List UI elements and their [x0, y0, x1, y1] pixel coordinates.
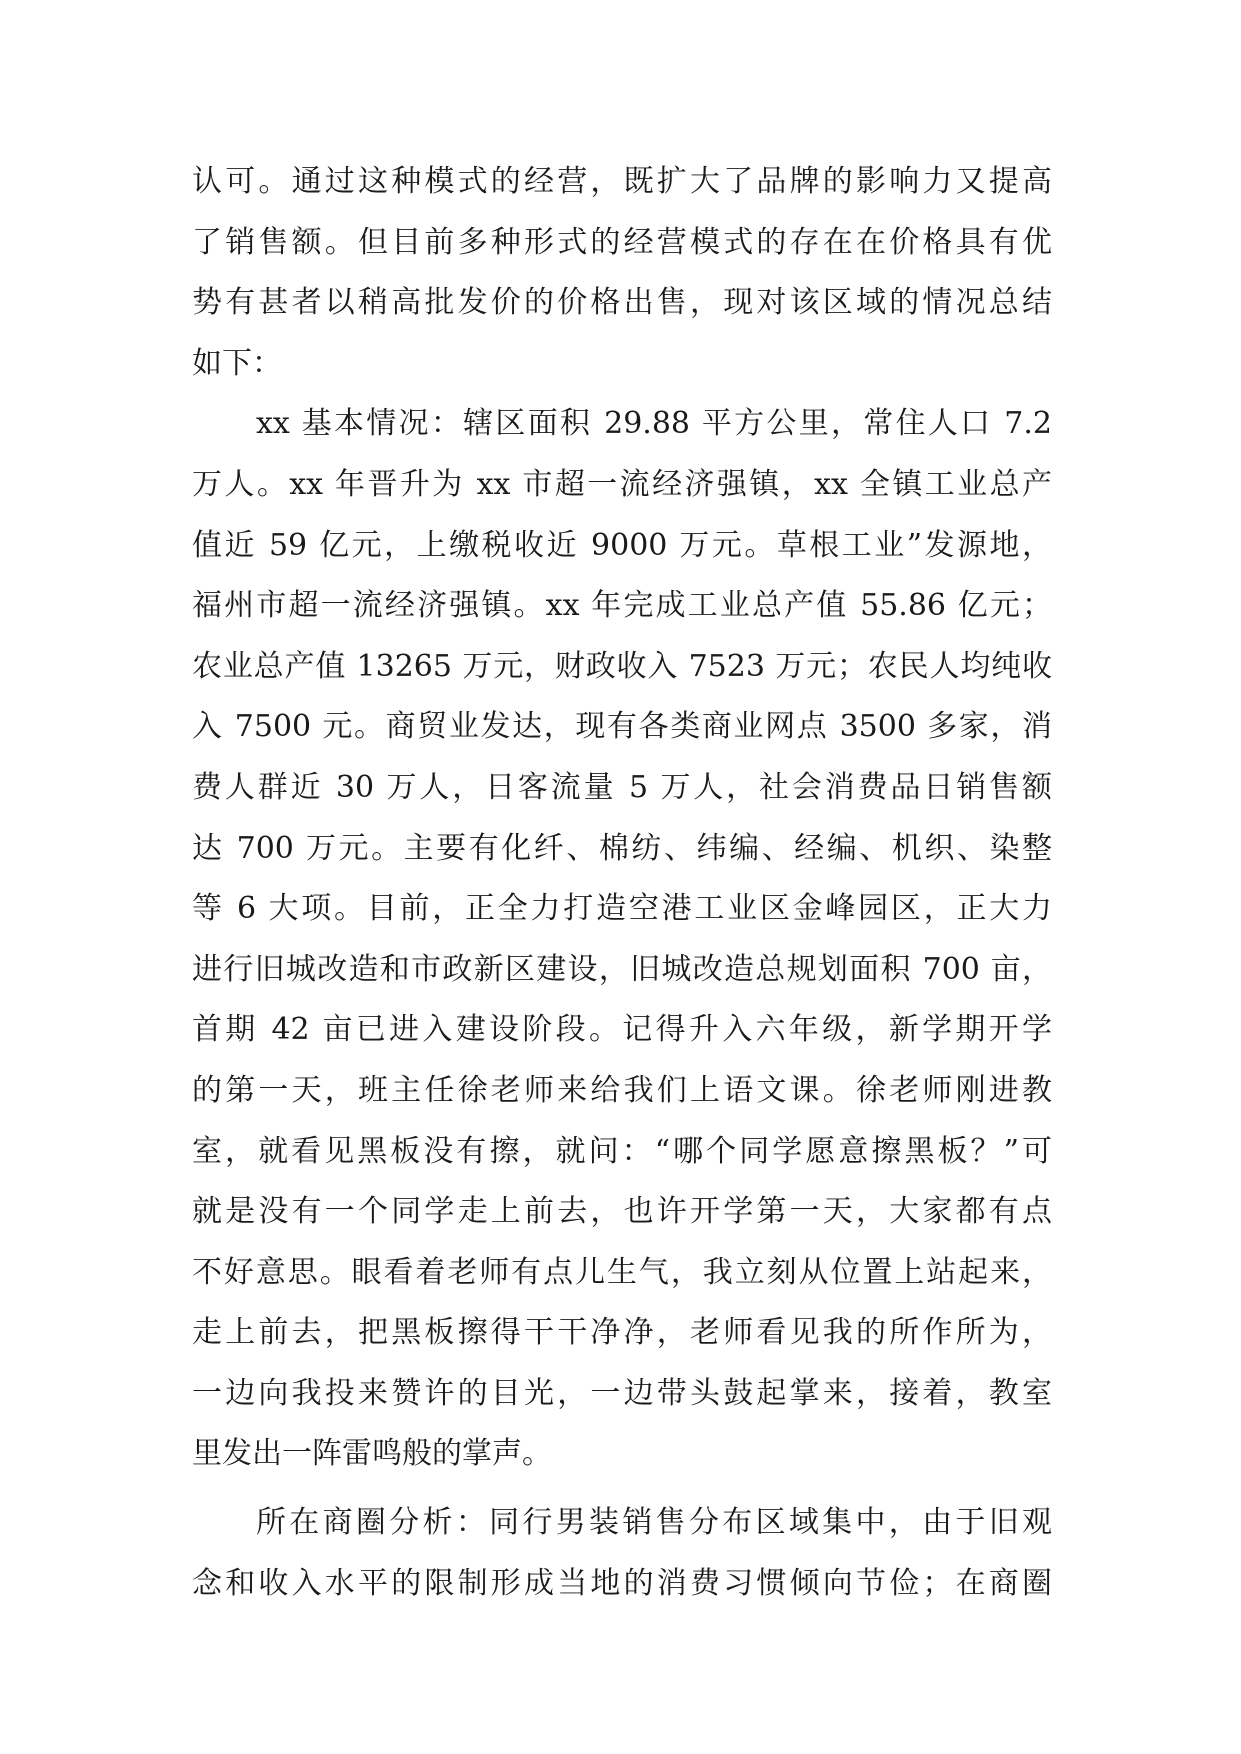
text-line: 一边向我投来赞许的目光，一边带头鼓起掌来，接着，教室: [192, 1375, 1052, 1411]
text-line: 势有甚者以稍高批发价的价格出售，现对该区域的情况总结: [192, 285, 1052, 321]
paragraph-1: [192, 152, 1052, 394]
text-line: 农业总产值 13265 万元，财政收入 7523 万元；农民人均纯收: [192, 648, 1052, 684]
text-line: 的第一天，班主任徐老师来给我们上语文课。徐老师刚进教: [192, 1072, 1052, 1108]
text-line: 所在商圈分析：同行男装销售分布区域集中，由于旧观: [256, 1505, 1052, 1541]
text-line: 首期 42 亩已进入建设阶段。记得升入六年级，新学期开学: [192, 1012, 1052, 1048]
text-line: 认可。通过这种模式的经营，既扩大了品牌的影响力又提高: [192, 164, 1052, 199]
text-line: 念和收入水平的限制形成当地的消费习惯倾向节俭；在商圈: [192, 1565, 1052, 1601]
text-line: 如下：: [192, 345, 282, 381]
text-line: xx 基本情况：辖区面积 29.88 平方公里，常住人口 7.2: [256, 406, 1052, 442]
text-line: 里发出一阵雷鸣般的掌声。: [192, 1436, 552, 1472]
text-line: 万人。xx 年晋升为 xx 市超一流经济强镇，xx 全镇工业总产: [192, 466, 1052, 502]
paragraph-2: [192, 394, 1052, 1485]
text-line: 福州市超一流经济强镇。xx 年完成工业总产值 55.86 亿元；: [192, 588, 1052, 624]
text-line: 费人群近 30 万人，日客流量 5 万人，社会消费品日销售额: [192, 769, 1052, 805]
text-line: 达 700 万元。主要有化纤、棉纺、纬编、经编、机织、染整: [192, 830, 1052, 866]
text-line: 走上前去，把黑板擦得干干净净，老师看见我的所作所为，: [192, 1315, 1052, 1351]
text-line: 进行旧城改造和市政新区建设，旧城改造总规划面积 700 亩，: [192, 951, 1052, 987]
document-body: [192, 152, 1052, 1614]
text-line: 等 6 大项。目前，正全力打造空港工业区金峰园区，正大力: [192, 891, 1052, 927]
text-line: 值近 59 亿元，上缴税收近 9000 万元。草根工业”发源地，: [192, 527, 1052, 563]
text-line: 室，就看见黑板没有擦，就问：“哪个同学愿意擦黑板？”可: [192, 1133, 1052, 1169]
text-line: 了销售额。但目前多种形式的经营模式的存在在价格具有优: [192, 224, 1052, 260]
paragraph-spacer: [192, 1485, 1052, 1493]
text-line: 入 7500 元。商贸业发达，现有各类商业网点 3500 多家，消: [192, 709, 1052, 745]
text-line: 不好意思。眼看着老师有点儿生气，我立刻从位置上站起来，: [192, 1254, 1052, 1290]
text-line: 就是没有一个同学走上前去，也许开学第一天，大家都有点: [192, 1194, 1052, 1230]
paragraph-3: [192, 1493, 1052, 1614]
